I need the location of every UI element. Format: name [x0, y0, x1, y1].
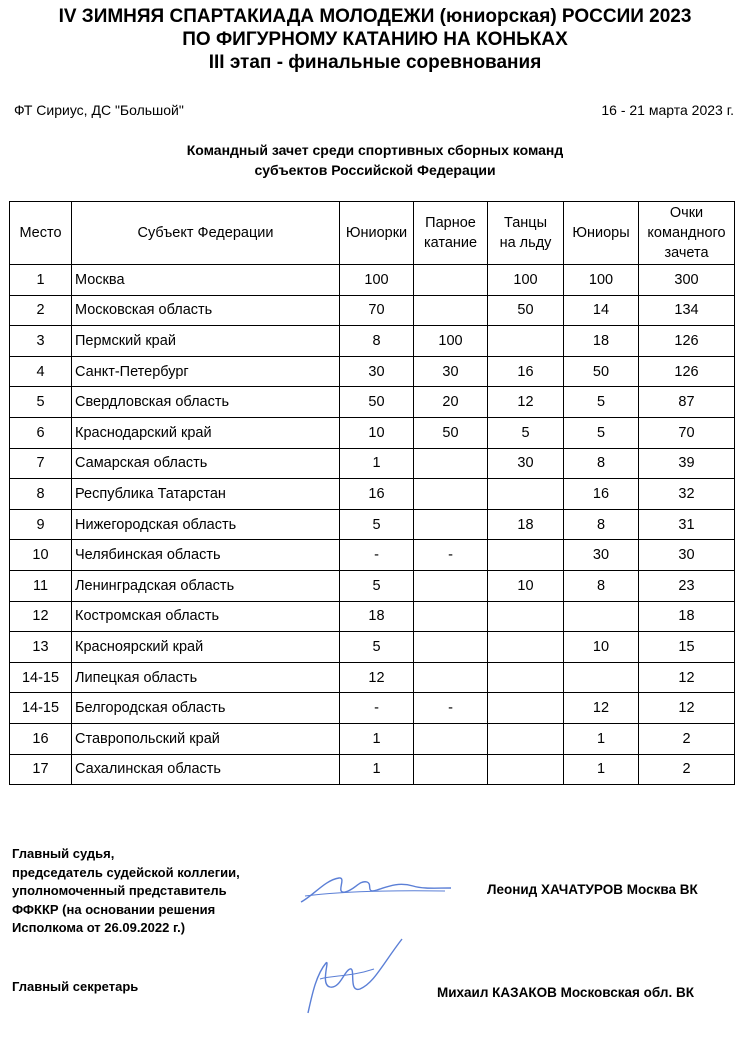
dates: 16 - 21 марта 2023 г.: [601, 102, 734, 118]
cell-place: 16: [10, 723, 72, 754]
cell-points: 70: [639, 417, 735, 448]
cell-pairs: 50: [414, 417, 488, 448]
table-row: [10, 265, 735, 296]
cell-ice-dance: 5: [488, 417, 564, 448]
cell-junior-women: 1: [340, 754, 414, 785]
table-row: [10, 326, 735, 357]
cell-points: 30: [639, 540, 735, 571]
cell-junior-women: -: [340, 693, 414, 724]
cell-pairs: [414, 570, 488, 601]
cell-points: 15: [639, 632, 735, 663]
cell-place: 13: [10, 632, 72, 663]
table-row: [10, 723, 735, 754]
cell-ice-dance: 18: [488, 509, 564, 540]
cell-place: 6: [10, 417, 72, 448]
cell-place: 3: [10, 326, 72, 357]
cell-place: 1: [10, 265, 72, 296]
cell-region: Самарская область: [72, 448, 340, 479]
cell-pairs: 100: [414, 326, 488, 357]
table-row: [10, 479, 735, 510]
cell-junior-women: 18: [340, 601, 414, 632]
cell-region: Краснодарский край: [72, 417, 340, 448]
cell-place: 9: [10, 509, 72, 540]
table-row: [10, 754, 735, 785]
chief-judge-name: Леонид ХАЧАТУРОВ Москва ВК: [487, 882, 698, 897]
cell-pairs: -: [414, 693, 488, 724]
chief-judge-label: Главный судья, председатель судейской коллегии, уполномоченный представитель ФФККР (на основании решения Исполкома от 26.09.2022 г.): [12, 846, 240, 935]
cell-region: Красноярский край: [72, 632, 340, 663]
cell-pairs: [414, 509, 488, 540]
cell-region: Белгородская область: [72, 693, 340, 724]
cell-junior-women: 100: [340, 265, 414, 296]
cell-points: 23: [639, 570, 735, 601]
cell-points: 134: [639, 295, 735, 326]
col-ice-dance: Танцы на льду: [488, 202, 564, 265]
cell-region: Сахалинская область: [72, 754, 340, 785]
cell-ice-dance: [488, 693, 564, 724]
cell-place: 8: [10, 479, 72, 510]
cell-region: Московская область: [72, 295, 340, 326]
event-stage: III этап - финальные соревнования: [208, 52, 542, 73]
cell-pairs: 20: [414, 387, 488, 418]
cell-junior-women: 1: [340, 723, 414, 754]
cell-junior-women: 5: [340, 509, 414, 540]
cell-points: 12: [639, 693, 735, 724]
cell-ice-dance: [488, 632, 564, 663]
cell-ice-dance: 50: [488, 295, 564, 326]
cell-region: Москва: [72, 265, 340, 296]
cell-place: 5: [10, 387, 72, 418]
secretary-signature: [290, 935, 410, 1017]
cell-ice-dance: [488, 754, 564, 785]
cell-ice-dance: 16: [488, 356, 564, 387]
table-row: [10, 356, 735, 387]
cell-ice-dance: 30: [488, 448, 564, 479]
cell-region: Костромская область: [72, 601, 340, 632]
cell-junior-men: 14: [564, 295, 639, 326]
cell-pairs: 30: [414, 356, 488, 387]
cell-pairs: [414, 754, 488, 785]
cell-junior-men: 50: [564, 356, 639, 387]
standings-title: Командный зачет среди спортивных сборных команд: [186, 142, 564, 158]
cell-region: Нижегородская область: [72, 509, 340, 540]
cell-ice-dance: [488, 326, 564, 357]
cell-points: 18: [639, 601, 735, 632]
col-junior-men: Юниоры: [564, 202, 639, 265]
cell-pairs: [414, 295, 488, 326]
venue: ФТ Сириус, ДС "Большой": [14, 102, 184, 118]
cell-points: 31: [639, 509, 735, 540]
cell-junior-men: 1: [564, 723, 639, 754]
event-title: IV ЗИМНЯЯ СПАРТАКИАДА МОЛОДЕЖИ (юниорская) РОССИИ 2023: [58, 6, 692, 27]
cell-junior-women: 70: [340, 295, 414, 326]
col-junior-women: Юниорки: [340, 202, 414, 265]
cell-region: Пермский край: [72, 326, 340, 357]
cell-junior-women: 8: [340, 326, 414, 357]
table-row: [10, 632, 735, 663]
cell-junior-men: 12: [564, 693, 639, 724]
cell-junior-men: 8: [564, 570, 639, 601]
cell-junior-men: 1: [564, 754, 639, 785]
cell-region: Ленинградская область: [72, 570, 340, 601]
cell-ice-dance: [488, 540, 564, 571]
cell-region: Санкт-Петербург: [72, 356, 340, 387]
standings-table: [9, 201, 735, 785]
standings-subtitle: субъектов Российской Федерации: [254, 162, 496, 178]
cell-junior-men: [564, 601, 639, 632]
cell-junior-women: 5: [340, 632, 414, 663]
table-row: [10, 540, 735, 571]
cell-place: 17: [10, 754, 72, 785]
cell-pairs: [414, 632, 488, 663]
cell-pairs: [414, 479, 488, 510]
cell-junior-men: 10: [564, 632, 639, 663]
cell-points: 12: [639, 662, 735, 693]
cell-junior-men: 8: [564, 448, 639, 479]
cell-ice-dance: [488, 723, 564, 754]
cell-points: 2: [639, 754, 735, 785]
cell-junior-women: 50: [340, 387, 414, 418]
cell-junior-women: 1: [340, 448, 414, 479]
cell-junior-men: 8: [564, 509, 639, 540]
cell-points: 2: [639, 723, 735, 754]
cell-junior-women: 30: [340, 356, 414, 387]
cell-place: 10: [10, 540, 72, 571]
cell-points: 126: [639, 326, 735, 357]
cell-points: 87: [639, 387, 735, 418]
table-row: [10, 662, 735, 693]
cell-pairs: [414, 601, 488, 632]
cell-junior-men: 5: [564, 387, 639, 418]
judge-signature: [295, 866, 455, 912]
cell-junior-men: 100: [564, 265, 639, 296]
cell-junior-women: -: [340, 540, 414, 571]
cell-junior-men: 5: [564, 417, 639, 448]
cell-place: 11: [10, 570, 72, 601]
cell-ice-dance: 12: [488, 387, 564, 418]
cell-pairs: [414, 662, 488, 693]
cell-ice-dance: [488, 601, 564, 632]
cell-region: Республика Татарстан: [72, 479, 340, 510]
cell-junior-men: 18: [564, 326, 639, 357]
table-header-row: [10, 202, 735, 265]
cell-region: Ставропольский край: [72, 723, 340, 754]
cell-junior-women: 16: [340, 479, 414, 510]
cell-place: 14-15: [10, 693, 72, 724]
cell-junior-women: 10: [340, 417, 414, 448]
cell-points: 32: [639, 479, 735, 510]
cell-ice-dance: [488, 479, 564, 510]
cell-junior-men: [564, 662, 639, 693]
cell-junior-women: 12: [340, 662, 414, 693]
cell-pairs: [414, 265, 488, 296]
cell-junior-men: 30: [564, 540, 639, 571]
table-row: [10, 417, 735, 448]
table-row: [10, 693, 735, 724]
table-row: [10, 509, 735, 540]
cell-ice-dance: 10: [488, 570, 564, 601]
table-row: [10, 295, 735, 326]
col-region: Субъект Федерации: [72, 202, 340, 265]
col-place: Место: [10, 202, 72, 265]
cell-junior-men: 16: [564, 479, 639, 510]
cell-junior-women: 5: [340, 570, 414, 601]
table-row: [10, 570, 735, 601]
table-row: [10, 387, 735, 418]
col-pairs: Парное катание: [414, 202, 488, 265]
cell-pairs: [414, 448, 488, 479]
cell-region: Свердловская область: [72, 387, 340, 418]
cell-place: 14-15: [10, 662, 72, 693]
cell-pairs: [414, 723, 488, 754]
cell-region: Липецкая область: [72, 662, 340, 693]
cell-ice-dance: 100: [488, 265, 564, 296]
cell-place: 7: [10, 448, 72, 479]
cell-points: 39: [639, 448, 735, 479]
cell-points: 126: [639, 356, 735, 387]
chief-secretary-label: Главный секретарь: [12, 979, 139, 994]
cell-place: 2: [10, 295, 72, 326]
table-row: [10, 448, 735, 479]
cell-place: 12: [10, 601, 72, 632]
cell-region: Челябинская область: [72, 540, 340, 571]
cell-place: 4: [10, 356, 72, 387]
table-row: [10, 601, 735, 632]
cell-pairs: -: [414, 540, 488, 571]
cell-points: 300: [639, 265, 735, 296]
col-points: Очки командного зачета: [639, 202, 735, 265]
cell-ice-dance: [488, 662, 564, 693]
event-sport: ПО ФИГУРНОМУ КАТАНИЮ НА КОНЬКАХ: [182, 29, 568, 50]
chief-secretary-name: Михаил КАЗАКОВ Московская обл. ВК: [437, 985, 694, 1000]
